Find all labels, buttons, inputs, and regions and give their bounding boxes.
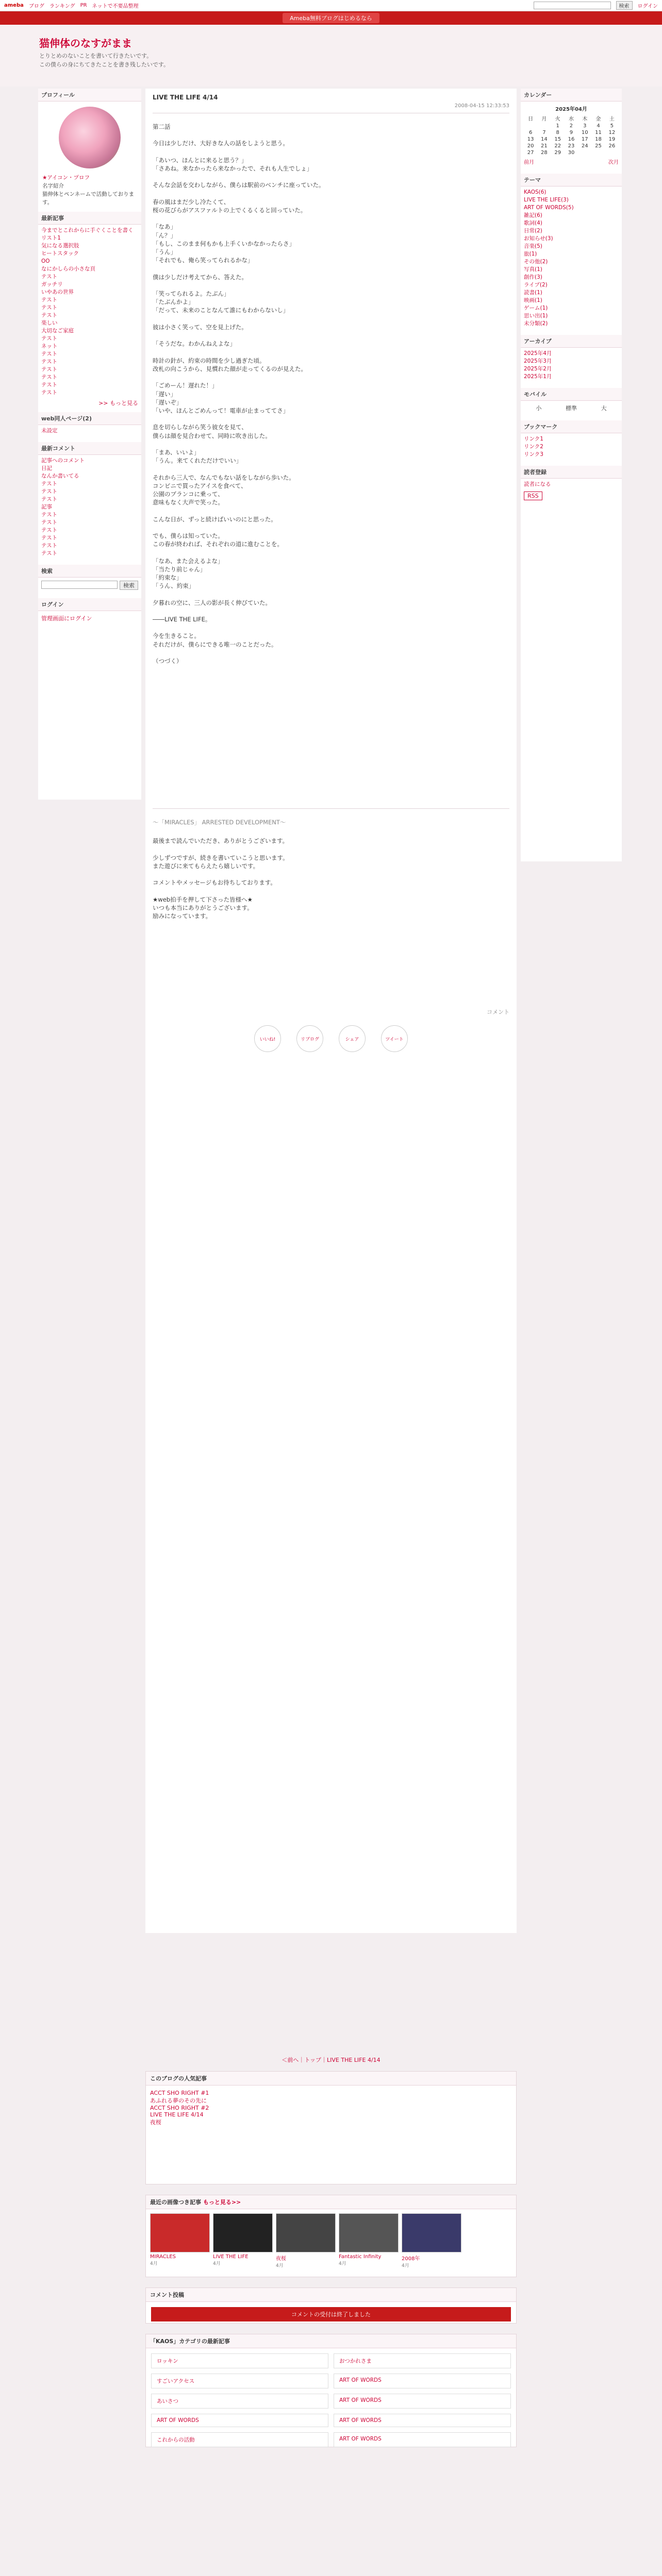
recent-item [41, 234, 138, 242]
calendar-day[interactable]: 17 [581, 137, 588, 142]
popular-item [150, 2105, 512, 2111]
recent-item [41, 381, 138, 389]
recent-item [41, 227, 138, 234]
bookmark-item [524, 451, 619, 459]
comment-item-link[interactable]: テスト [41, 488, 58, 495]
category-heading: テーマ [521, 174, 622, 187]
comment-item-link[interactable]: テスト [41, 512, 58, 518]
topbar-link-blog[interactable]: ブログ [28, 4, 44, 9]
calendar-day[interactable]: 30 [568, 150, 575, 156]
calendar-day[interactable]: 8 [556, 130, 559, 135]
calendar-day[interactable]: 1 [556, 123, 559, 129]
category-item-link[interactable]: 読書(1) [524, 290, 542, 296]
calendar-day [605, 149, 619, 156]
recent-item [41, 312, 138, 319]
category-item [524, 204, 619, 212]
category-item-link[interactable]: ゲーム(1) [524, 305, 548, 311]
calendar-day[interactable]: 21 [541, 143, 548, 149]
calendar-day[interactable]: 12 [608, 130, 616, 135]
recent-item [41, 281, 138, 289]
recent-images-box [145, 2195, 517, 2277]
popular-item-link[interactable]: LIVE THE LIFE 4/14 [150, 2111, 204, 2118]
theme-entry[interactable]: あいさつ [151, 2394, 328, 2409]
category-item [524, 212, 619, 219]
recent-item-link[interactable]: テスト [41, 304, 58, 311]
recent-images-more[interactable]: もっと見る>> [203, 2199, 241, 2206]
comment-item [41, 472, 138, 480]
category-item [524, 281, 619, 289]
recent-images-title: 最近の画像つき記事 [150, 2199, 201, 2206]
calendar-day[interactable]: 19 [608, 137, 616, 142]
category-item [524, 219, 619, 227]
calendar-day[interactable]: 7 [542, 130, 546, 135]
calendar-day[interactable]: 18 [595, 137, 602, 142]
font-large[interactable]: 大 [601, 405, 607, 412]
archive-item [524, 350, 619, 358]
category-item-link[interactable]: ライブ(2) [524, 282, 548, 288]
archive-item-link[interactable]: 2025年4月 [524, 350, 552, 357]
category-item [524, 289, 619, 297]
category-item-link[interactable]: 音楽(5) [524, 243, 542, 249]
comment-item [41, 480, 138, 488]
category-item-link[interactable]: LIVE THE LIFE(3) [524, 197, 569, 203]
category-list [521, 187, 622, 330]
theme-latest-heading: 「KAOS」カテゴリの最新記事 [146, 2334, 516, 2348]
search-heading: 検索 [38, 565, 141, 578]
category-item [524, 243, 619, 250]
category-box [521, 174, 622, 330]
recent-more-link[interactable]: >> もっと見る [98, 400, 138, 406]
sidebar-search-input[interactable] [41, 581, 118, 589]
entry-date: 2008-04-15 12:33:53 [454, 103, 509, 109]
calendar-day[interactable]: 13 [527, 137, 534, 142]
category-item [524, 235, 619, 243]
comment-item [41, 550, 138, 557]
follow-link[interactable]: 読者になる [524, 481, 551, 487]
theme-entry[interactable]: おつかれさま [334, 2353, 511, 2368]
thumbnail-date: 4月 [339, 2261, 346, 2266]
thumbnail-title[interactable]: 夜桜 [276, 2256, 286, 2262]
calendar-day[interactable]: 23 [568, 143, 575, 149]
thumbnail-title[interactable]: MIRACLES [150, 2254, 176, 2260]
entry-pager[interactable]: ＜前へ｜トップ｜LIVE THE LIFE 4/14 [282, 2057, 380, 2063]
bookmark-item-link[interactable]: リンク1 [524, 436, 543, 442]
bookmark-box [521, 420, 622, 461]
comment-item [41, 511, 138, 519]
calendar-day[interactable]: 22 [554, 143, 561, 149]
popular-item-link[interactable]: ACCT SHO RIGHT #1 [150, 2090, 209, 2096]
theme-entry[interactable]: ART OF WORDS [334, 2394, 511, 2409]
comment-item [41, 534, 138, 542]
quote-divider [153, 808, 509, 809]
archive-item-link[interactable]: 2025年3月 [524, 358, 552, 364]
calendar-day[interactable]: 11 [595, 130, 602, 135]
recent-item [41, 358, 138, 366]
comment-item-link[interactable]: 日記 [41, 465, 52, 471]
recent-item [41, 350, 138, 358]
calendar-weekday: 土 [609, 116, 615, 122]
recent-item-link[interactable]: テスト [41, 297, 58, 303]
like-button[interactable]: いいね! [254, 1025, 281, 1052]
recent-entries-box [38, 212, 141, 407]
reblog-button[interactable]: リブログ [296, 1025, 323, 1052]
search-box [38, 565, 141, 593]
category-item [524, 266, 619, 274]
recent-item-link[interactable]: テスト [41, 374, 58, 380]
recent-item-link[interactable]: 大切なご家庭 [41, 328, 74, 334]
calendar-day[interactable]: 24 [581, 143, 588, 149]
recent-item-link[interactable]: テスト [41, 351, 58, 357]
category-item-link[interactable]: 雑記(6) [524, 212, 542, 218]
comment-item-link[interactable]: 記事へのコメント [41, 457, 85, 464]
calendar-day[interactable]: 29 [554, 150, 561, 156]
category-item-link[interactable]: 日常(2) [524, 228, 542, 234]
recent-item-link[interactable]: テスト [41, 366, 58, 372]
archive-item [524, 358, 619, 365]
mobile-heading: モバイル [521, 388, 622, 401]
recent-item-link[interactable]: リスト1 [41, 235, 61, 241]
archive-item-link[interactable]: 2025年1月 [524, 374, 552, 380]
recent-item-link[interactable]: テスト [41, 389, 58, 396]
thumbnail-date: 4月 [213, 2261, 221, 2266]
quote-heading: ～「MIRACLES」 ARRESTED DEVELOPMENT～ [153, 819, 286, 826]
calendar-weekday: 火 [555, 116, 560, 122]
recent-item [41, 242, 138, 250]
comment-item [41, 503, 138, 511]
calendar-day[interactable]: 9 [569, 130, 573, 135]
recent-item-link[interactable]: ガッチリ [41, 281, 63, 287]
theme-entry[interactable]: すごいアクセス [151, 2374, 328, 2388]
category-item [524, 304, 619, 312]
ameba-logo[interactable]: ameba [4, 3, 24, 8]
theme-grid [146, 2348, 516, 2452]
recent-item [41, 265, 138, 273]
thumbnail-item[interactable] [339, 2213, 399, 2268]
recent-item [41, 273, 138, 281]
category-item-link[interactable]: KAOS(6) [524, 189, 547, 195]
popular-item [150, 2090, 512, 2096]
comment-item-link[interactable]: テスト [41, 527, 58, 533]
comment-item-link[interactable]: テスト [41, 481, 58, 487]
profile-box [38, 89, 141, 207]
comment-closed-notice: コメントの受付は終了しました [151, 2307, 511, 2321]
recent-item-link[interactable]: ヒートスタック [41, 250, 79, 257]
theme-entry[interactable]: ART OF WORDS [334, 2432, 511, 2447]
ad-banner-text[interactable]: Ameba無料ブログはじめるなら [283, 13, 379, 23]
calendar-weekday: 日 [528, 116, 534, 122]
archive-item-link[interactable]: 2025年2月 [524, 366, 552, 372]
calendar-weekday: 木 [582, 116, 588, 122]
calendar-title: 2025年04月 [555, 107, 587, 112]
bookmark-item [524, 435, 619, 443]
sidebar-search-button[interactable]: 検索 [120, 581, 138, 590]
recent-item [41, 343, 138, 350]
recent-item-link[interactable]: 今までとこれからに手ぐくことを書く [41, 227, 134, 233]
thumbnail-title[interactable]: LIVE THE LIFE [213, 2254, 249, 2260]
bookmark-list [521, 433, 622, 461]
popular-item-link[interactable]: 夜桜 [150, 2119, 161, 2126]
comment-item-link[interactable]: なんか書いてる [41, 473, 79, 479]
category-item-link[interactable]: お知らせ(3) [524, 235, 553, 242]
category-item [524, 227, 619, 235]
comment-item-link[interactable]: テスト [41, 543, 58, 549]
thumbnail-image[interactable] [150, 2213, 210, 2252]
recent-item-link[interactable]: なにかしらの小さな頁 [41, 266, 95, 272]
topbar-search-button[interactable]: 検索 [616, 1, 633, 10]
comment-item-link[interactable]: テスト [41, 519, 58, 526]
category-item-link[interactable]: 未分類(2) [524, 320, 548, 327]
calendar-table [524, 114, 619, 156]
thumbnail-image[interactable] [402, 2213, 461, 2252]
recent-item [41, 296, 138, 304]
category-item [524, 320, 619, 328]
category-item-link[interactable]: 写真(1) [524, 266, 542, 273]
calendar-day[interactable]: 26 [608, 143, 616, 149]
font-small[interactable]: 小 [536, 405, 542, 412]
comment-heading: コメント投稿 [146, 2288, 516, 2302]
friend-heading: 読者登録 [521, 466, 622, 479]
comment-item-link[interactable]: テスト [41, 550, 58, 556]
recent-item-link[interactable]: テスト [41, 359, 58, 365]
thumbnail-image[interactable] [276, 2213, 336, 2252]
category-item-link[interactable]: 旅(1) [524, 251, 537, 257]
recent-list [38, 225, 141, 399]
thumbnail-title[interactable]: 2008年 [402, 2256, 420, 2262]
recent-item [41, 335, 138, 343]
blog-title[interactable]: 猫伸体のなすがまま [39, 37, 132, 49]
popular-list [146, 2086, 516, 2130]
comment-item-link[interactable]: テスト [41, 535, 58, 541]
recent-item-link[interactable]: ネット [41, 343, 58, 349]
recent-item-link[interactable]: OO [41, 258, 50, 264]
recent-item [41, 366, 138, 374]
popular-box [145, 2071, 517, 2184]
category-item-link[interactable]: ART OF WORDS(5) [524, 205, 574, 211]
category-item [524, 250, 619, 258]
recent-item-link[interactable]: テスト [41, 335, 58, 342]
tweet-button[interactable]: ツイート [381, 1025, 408, 1052]
thumbnail-date: 4月 [276, 2263, 284, 2268]
category-item [524, 189, 619, 196]
thumbnail-image[interactable] [213, 2213, 273, 2252]
recent-item-link[interactable]: テスト [41, 274, 58, 280]
thumbnail-item[interactable] [213, 2213, 273, 2268]
recent-item [41, 374, 138, 381]
popular-item [150, 2118, 512, 2126]
bookmark-item-link[interactable]: リンク3 [524, 451, 543, 457]
topbar-link-pr[interactable]: PR [80, 3, 87, 8]
category-item [524, 196, 619, 204]
calendar-day[interactable]: 3 [583, 123, 587, 129]
topbar-link-ranking[interactable]: ランキング [49, 4, 75, 9]
calendar-weekday: 金 [595, 116, 601, 122]
entry-body: 第二話 今日は少しだけ、大好きな人の話をしようと思う。 「あいつ、ほんとに来ると思う？」 「さあね。来なかったら来なかったで、それも人生でしょ」 そんな会話を交わしながら、僕らは駅前のベンチに座っていた。 春の風はまだ少し冷たくて、 桜の花びらがアスファルトの上でくるくると回っていた。 「なあ」 「ん？」 「もし、このまま何もかも上手くいかなかったらさ」 「うん」 「それでも、俺ら笑ってられるかな」 僕は少しだけ考えてから、答えた。 「笑ってられるよ。たぶん」 「たぶんかよ」 「だって、未来のことなんて誰にもわからないし」 彼は小さく笑って、空を見上げた。 「そうだな。わかんねえよな」 時計の針が、約束の時間を少し過ぎた頃。 改札の向こうから、見慣れた顔が走ってくるのが見えた。 「ごめーん！遅れた！」 「遅い」 「遅いぞ」 「いや、ほんとごめんって！電車が止まっててさ」 息を切らしながら笑う彼女を見て、 僕らは顔を見合わせて、同時に吹き出した。 「まあ、いいよ」 「うん。来てくれただけでいい」 それから三人で、なんでもない話をしながら歩いた。 コンビニで買ったアイスを食べて、 公園のブランコに乗って、 意味もなく大声で笑った。 こんな日が、ずっと続けばいいのにと思った。 でも、僕らは知っていた。 この春が終われば、それぞれの道に進むことを。 「なあ、また会えるよな」 「当たり前じゃん」 「約束な」 「うん、約束」 夕暮れの空に、三人の影が長く伸びていた。 ――LIVE THE LIFE。 今を生きること。 それだけが、僕らにできる唯一のことだった。 （つづく） [153, 123, 325, 665]
blog-header [0, 25, 662, 87]
recent-item [41, 258, 138, 265]
recent-item [41, 289, 138, 296]
category-item-link[interactable]: 映画(1) [524, 297, 542, 303]
calendar-day[interactable]: 16 [568, 137, 575, 142]
theme-entry[interactable]: ART OF WORDS [151, 2414, 328, 2427]
category-item [524, 312, 619, 320]
popular-item-link[interactable]: あふれる夢のその先に [150, 2097, 207, 2104]
recent-heading: 最新記事 [38, 212, 141, 225]
recent-images-heading [146, 2195, 516, 2209]
category-item-link[interactable]: その他(2) [524, 259, 548, 265]
calendar-day[interactable]: 15 [554, 137, 561, 142]
calendar-day[interactable]: 5 [610, 123, 614, 129]
comment-item [41, 527, 138, 534]
category-item [524, 274, 619, 281]
calendar-prev[interactable]: 前月 [524, 160, 534, 165]
login-heading: ログイン [38, 598, 141, 611]
category-item-link[interactable]: 創作(3) [524, 274, 542, 280]
thumbnail-date: 4月 [150, 2261, 158, 2266]
popular-item [150, 2111, 512, 2118]
comment-item-link[interactable]: 記事 [41, 504, 52, 510]
share-button[interactable]: シェア [339, 1025, 366, 1052]
calendar-box [521, 89, 622, 168]
profile-heading: プロフィール [38, 89, 141, 101]
left-sidebar [38, 89, 141, 800]
recent-item [41, 304, 138, 312]
recent-item [41, 250, 138, 258]
profile-name[interactable]: ★アイコン・プロフ [42, 175, 90, 181]
recent-item-link[interactable]: いやあの世界 [41, 289, 74, 295]
comment-item [41, 465, 138, 472]
theme-latest-box [145, 2334, 517, 2447]
thumbnail-image[interactable] [339, 2213, 399, 2252]
blog-description: とりとめのないことを書いて行きたいです。 この僕らの身にちてきたことを書き残したいです。 [39, 53, 170, 68]
topbar-search-input[interactable] [534, 2, 611, 9]
comment-item [41, 457, 138, 465]
popular-item-link[interactable]: ACCT SHO RIGHT #2 [150, 2105, 209, 2111]
calendar-day[interactable]: 28 [541, 150, 548, 156]
friend-box [521, 466, 622, 501]
thumbnail-title[interactable]: Fantastic Infinity [339, 2254, 382, 2260]
thumbnail-item[interactable] [402, 2213, 461, 2268]
calendar-day[interactable]: 27 [527, 150, 534, 156]
bookmark-item [524, 443, 619, 451]
ad-banner[interactable] [0, 11, 662, 25]
theme-heading: web同人ページ(2) [38, 412, 141, 425]
comment-item [41, 496, 138, 503]
thumbnail-item[interactable] [150, 2213, 210, 2268]
login-box [38, 598, 141, 625]
recent-item-link[interactable]: テスト [41, 312, 58, 318]
profile-line-2: 猫伸体とペンネームで活動しております。 [42, 191, 135, 206]
calendar-day[interactable]: 14 [541, 137, 548, 142]
calendar-day[interactable]: 4 [597, 123, 600, 129]
calendar-day [578, 149, 591, 156]
bookmark-item-link[interactable]: リンク2 [524, 444, 543, 450]
calendar-weekday: 水 [568, 116, 574, 122]
comment-item [41, 519, 138, 527]
calendar-day[interactable]: 20 [527, 143, 534, 149]
main-entry [145, 89, 517, 1933]
comment-item [41, 488, 138, 496]
calendar-day[interactable]: 6 [528, 130, 533, 135]
theme-entry[interactable]: これからの活動 [151, 2432, 328, 2447]
comment-box [145, 2287, 517, 2324]
latest-comments-box [38, 442, 141, 560]
calendar-day [591, 149, 605, 156]
recent-item [41, 389, 138, 397]
archive-heading: アーカイブ [521, 335, 622, 348]
archive-item [524, 365, 619, 373]
theme-entry[interactable]: ロッキン [151, 2353, 328, 2368]
profile-avatar[interactable] [59, 107, 121, 168]
category-item [524, 258, 619, 266]
comment-item [41, 542, 138, 550]
comment-item-link[interactable]: テスト [41, 496, 58, 502]
global-topbar [0, 0, 662, 11]
bookmark-heading: ブックマーク [521, 420, 622, 433]
recent-item-link[interactable]: 楽しい [41, 320, 58, 326]
recent-item-link[interactable]: 気になる選択肢 [41, 243, 79, 249]
archive-box [521, 335, 622, 383]
theme-box [38, 412, 141, 437]
calendar-day[interactable]: 25 [595, 143, 602, 149]
profile-line-1: 名字紹介 [42, 183, 64, 189]
share-buttons [145, 1016, 517, 1061]
theme-entry[interactable]: ART OF WORDS [334, 2374, 511, 2388]
popular-heading: このブログの人気記事 [146, 2072, 516, 2086]
popular-item [150, 2096, 512, 2105]
recent-item [41, 319, 138, 327]
entry-title[interactable]: LIVE THE LIFE 4/14 [153, 94, 218, 101]
comments-link[interactable]: コメント [487, 1009, 509, 1016]
calendar-day[interactable]: 10 [581, 130, 588, 135]
thumbnail-date: 4月 [402, 2263, 409, 2268]
category-item-link[interactable]: 思い出(1) [524, 313, 548, 319]
category-item [524, 297, 619, 304]
topbar-login-link[interactable]: ログイン [637, 4, 658, 9]
archive-item [524, 373, 619, 381]
right-sidebar [521, 89, 622, 861]
thumbnail-row [146, 2209, 516, 2273]
thumbnail-item[interactable] [276, 2213, 336, 2268]
archive-list [521, 348, 622, 383]
calendar-weekday: 月 [541, 116, 547, 122]
calendar-heading: カレンダー [521, 89, 622, 101]
calendar-day[interactable]: 2 [569, 123, 573, 129]
recent-item [41, 327, 138, 335]
calendar-next[interactable]: 次月 [608, 160, 619, 165]
theme-item[interactable]: 未設定 [41, 428, 58, 434]
calendar-day [524, 123, 537, 129]
latest-heading: 最新コメント [38, 442, 141, 455]
font-normal[interactable]: 標準 [565, 405, 577, 412]
mobile-box [521, 388, 622, 415]
topbar-link-sell[interactable]: ネットで不要品整理 [92, 4, 139, 9]
latest-list [38, 455, 141, 560]
recent-item-link[interactable]: テスト [41, 382, 58, 388]
admin-login-link[interactable]: 管理画面にログイン [41, 615, 92, 622]
afterword: 最後まで読んでいただき、ありがとうございます。 少しずつですが、続きを書いていこうと思います。 また遊びに来てもらえたら嬉しいです。 コメントやメッセージもお待ちしております。 ★web拍手を押して下さった皆様へ★ いつも本当にありがとうございます。 励みになっています。 [153, 837, 289, 920]
rss-button[interactable]: RSS [524, 492, 542, 500]
category-item-link[interactable]: 歌詞(4) [524, 220, 542, 226]
calendar-day [537, 123, 551, 129]
theme-entry[interactable]: ART OF WORDS [334, 2414, 511, 2427]
